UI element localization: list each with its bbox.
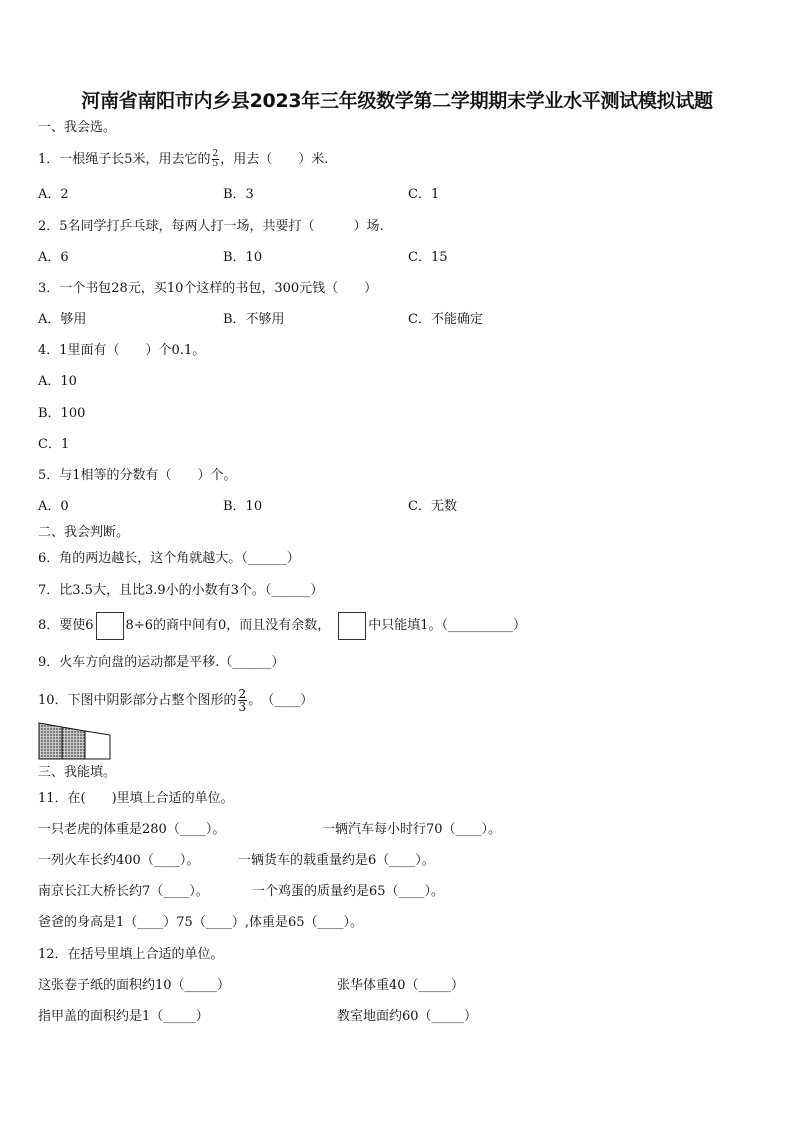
q12-item-weight: 张华体重40（_____） bbox=[337, 978, 465, 993]
question-6: 6．角的两边越长，这个角就越大。（______） bbox=[38, 551, 300, 566]
digit-box bbox=[96, 612, 124, 640]
shaded-part-1 bbox=[39, 723, 62, 759]
option-1b: B．3 bbox=[223, 187, 254, 202]
shaded-part-2 bbox=[62, 727, 85, 759]
q12-item-classroom: 教室地面约60（_____） bbox=[337, 1009, 478, 1024]
option-1a: A．2 bbox=[38, 187, 69, 202]
q11-item-bridge: 南京长江大桥长约7（____）。 bbox=[38, 884, 209, 899]
option-5c: C．无数 bbox=[408, 499, 457, 514]
question-4: 4．1里面有（ ）个0.1。 bbox=[38, 343, 206, 358]
option-4b: B．100 bbox=[38, 406, 86, 421]
question-8-mid: 8÷6的商中间有0，而且没有余数， bbox=[125, 618, 331, 633]
option-4c: C．1 bbox=[38, 437, 70, 452]
option-5a: A．0 bbox=[38, 499, 69, 514]
question-1-stem-pre: 1．一根绳子长5米，用去它的 bbox=[38, 152, 211, 167]
question-3: 3．一个书包28元，买10个这样的书包，300元钱（ ） bbox=[38, 281, 378, 296]
option-3c: C．不能确定 bbox=[408, 312, 483, 327]
fraction-two-thirds bbox=[238, 688, 248, 713]
question-1 bbox=[38, 150, 328, 169]
question-8-pre: 8．要使6 bbox=[38, 618, 94, 633]
digit-box bbox=[338, 612, 366, 640]
option-3a: A．够用 bbox=[38, 312, 87, 327]
question-10-post: 。 （____） bbox=[248, 693, 314, 708]
question-8 bbox=[38, 611, 526, 641]
option-1c: C．1 bbox=[408, 187, 440, 202]
option-4a: A．10 bbox=[38, 374, 77, 389]
fraction-denominator: 5 bbox=[212, 159, 219, 169]
unshaded-part bbox=[85, 731, 110, 759]
shaded-trapezoid-figure bbox=[38, 722, 114, 762]
q11-item-egg: 一个鸡蛋的质量约是65（____）。 bbox=[252, 884, 445, 899]
question-2: 2．5名同学打乒乓球，每两人打一场，共要打（ ）场. bbox=[38, 219, 384, 234]
question-5: 5．与1相等的分数有（ ）个。 bbox=[38, 468, 237, 483]
question-1-stem-post: ，用去（ ）米. bbox=[220, 152, 329, 167]
q11-item-train: 一列火车长约400（____）。 bbox=[38, 853, 200, 868]
fraction-denominator: 3 bbox=[238, 700, 247, 714]
page-title: 河南省南阳市内乡县2023年三年级数学第二学期期末学业水平测试模拟试题 bbox=[81, 90, 713, 112]
q11-item-car: 一辆汽车每小时行70（____）。 bbox=[322, 822, 502, 837]
q11-item-truck: 一辆货车的载重量约是6（____）。 bbox=[238, 853, 435, 868]
q11-item-father: 爸爸的身高是1（____）75（____）,体重是65（____）。 bbox=[38, 915, 363, 930]
option-2a: A．6 bbox=[38, 250, 69, 265]
question-11: 11．在( )里填上合适的单位。 bbox=[38, 791, 234, 806]
question-10-pre: 10．下图中阴影部分占整个图形的 bbox=[38, 693, 237, 708]
option-2b: B．10 bbox=[223, 250, 263, 265]
question-8-post: 中只能填1。（__________） bbox=[368, 618, 527, 633]
option-5b: B．10 bbox=[223, 499, 263, 514]
section-heading-fill: 三、我能填。 bbox=[38, 765, 117, 780]
option-2c: C．15 bbox=[408, 250, 448, 265]
section-heading-judge: 二、我会判断。 bbox=[38, 525, 130, 540]
question-10 bbox=[38, 688, 313, 714]
q12-item-nail: 指甲盖的面积约是1（_____） bbox=[38, 1009, 209, 1024]
q11-item-tiger: 一只老虎的体重是280（____）。 bbox=[38, 822, 226, 837]
question-12: 12．在括号里填上合适的单位。 bbox=[38, 947, 224, 962]
fraction-numerator: 2 bbox=[238, 687, 247, 701]
fraction-two-fifths bbox=[212, 150, 220, 169]
question-9: 9．火车方向盘的运动都是平移.（______） bbox=[38, 655, 285, 670]
q12-item-paper: 这张卷子纸的面积约10（_____） bbox=[38, 978, 231, 993]
section-heading-choose: 一、我会选。 bbox=[38, 120, 117, 135]
question-7: 7．比3.5大，且比3.9小的小数有3个。（______） bbox=[38, 583, 324, 598]
option-3b: B．不够用 bbox=[223, 312, 285, 327]
fraction-numerator: 2 bbox=[212, 149, 219, 159]
